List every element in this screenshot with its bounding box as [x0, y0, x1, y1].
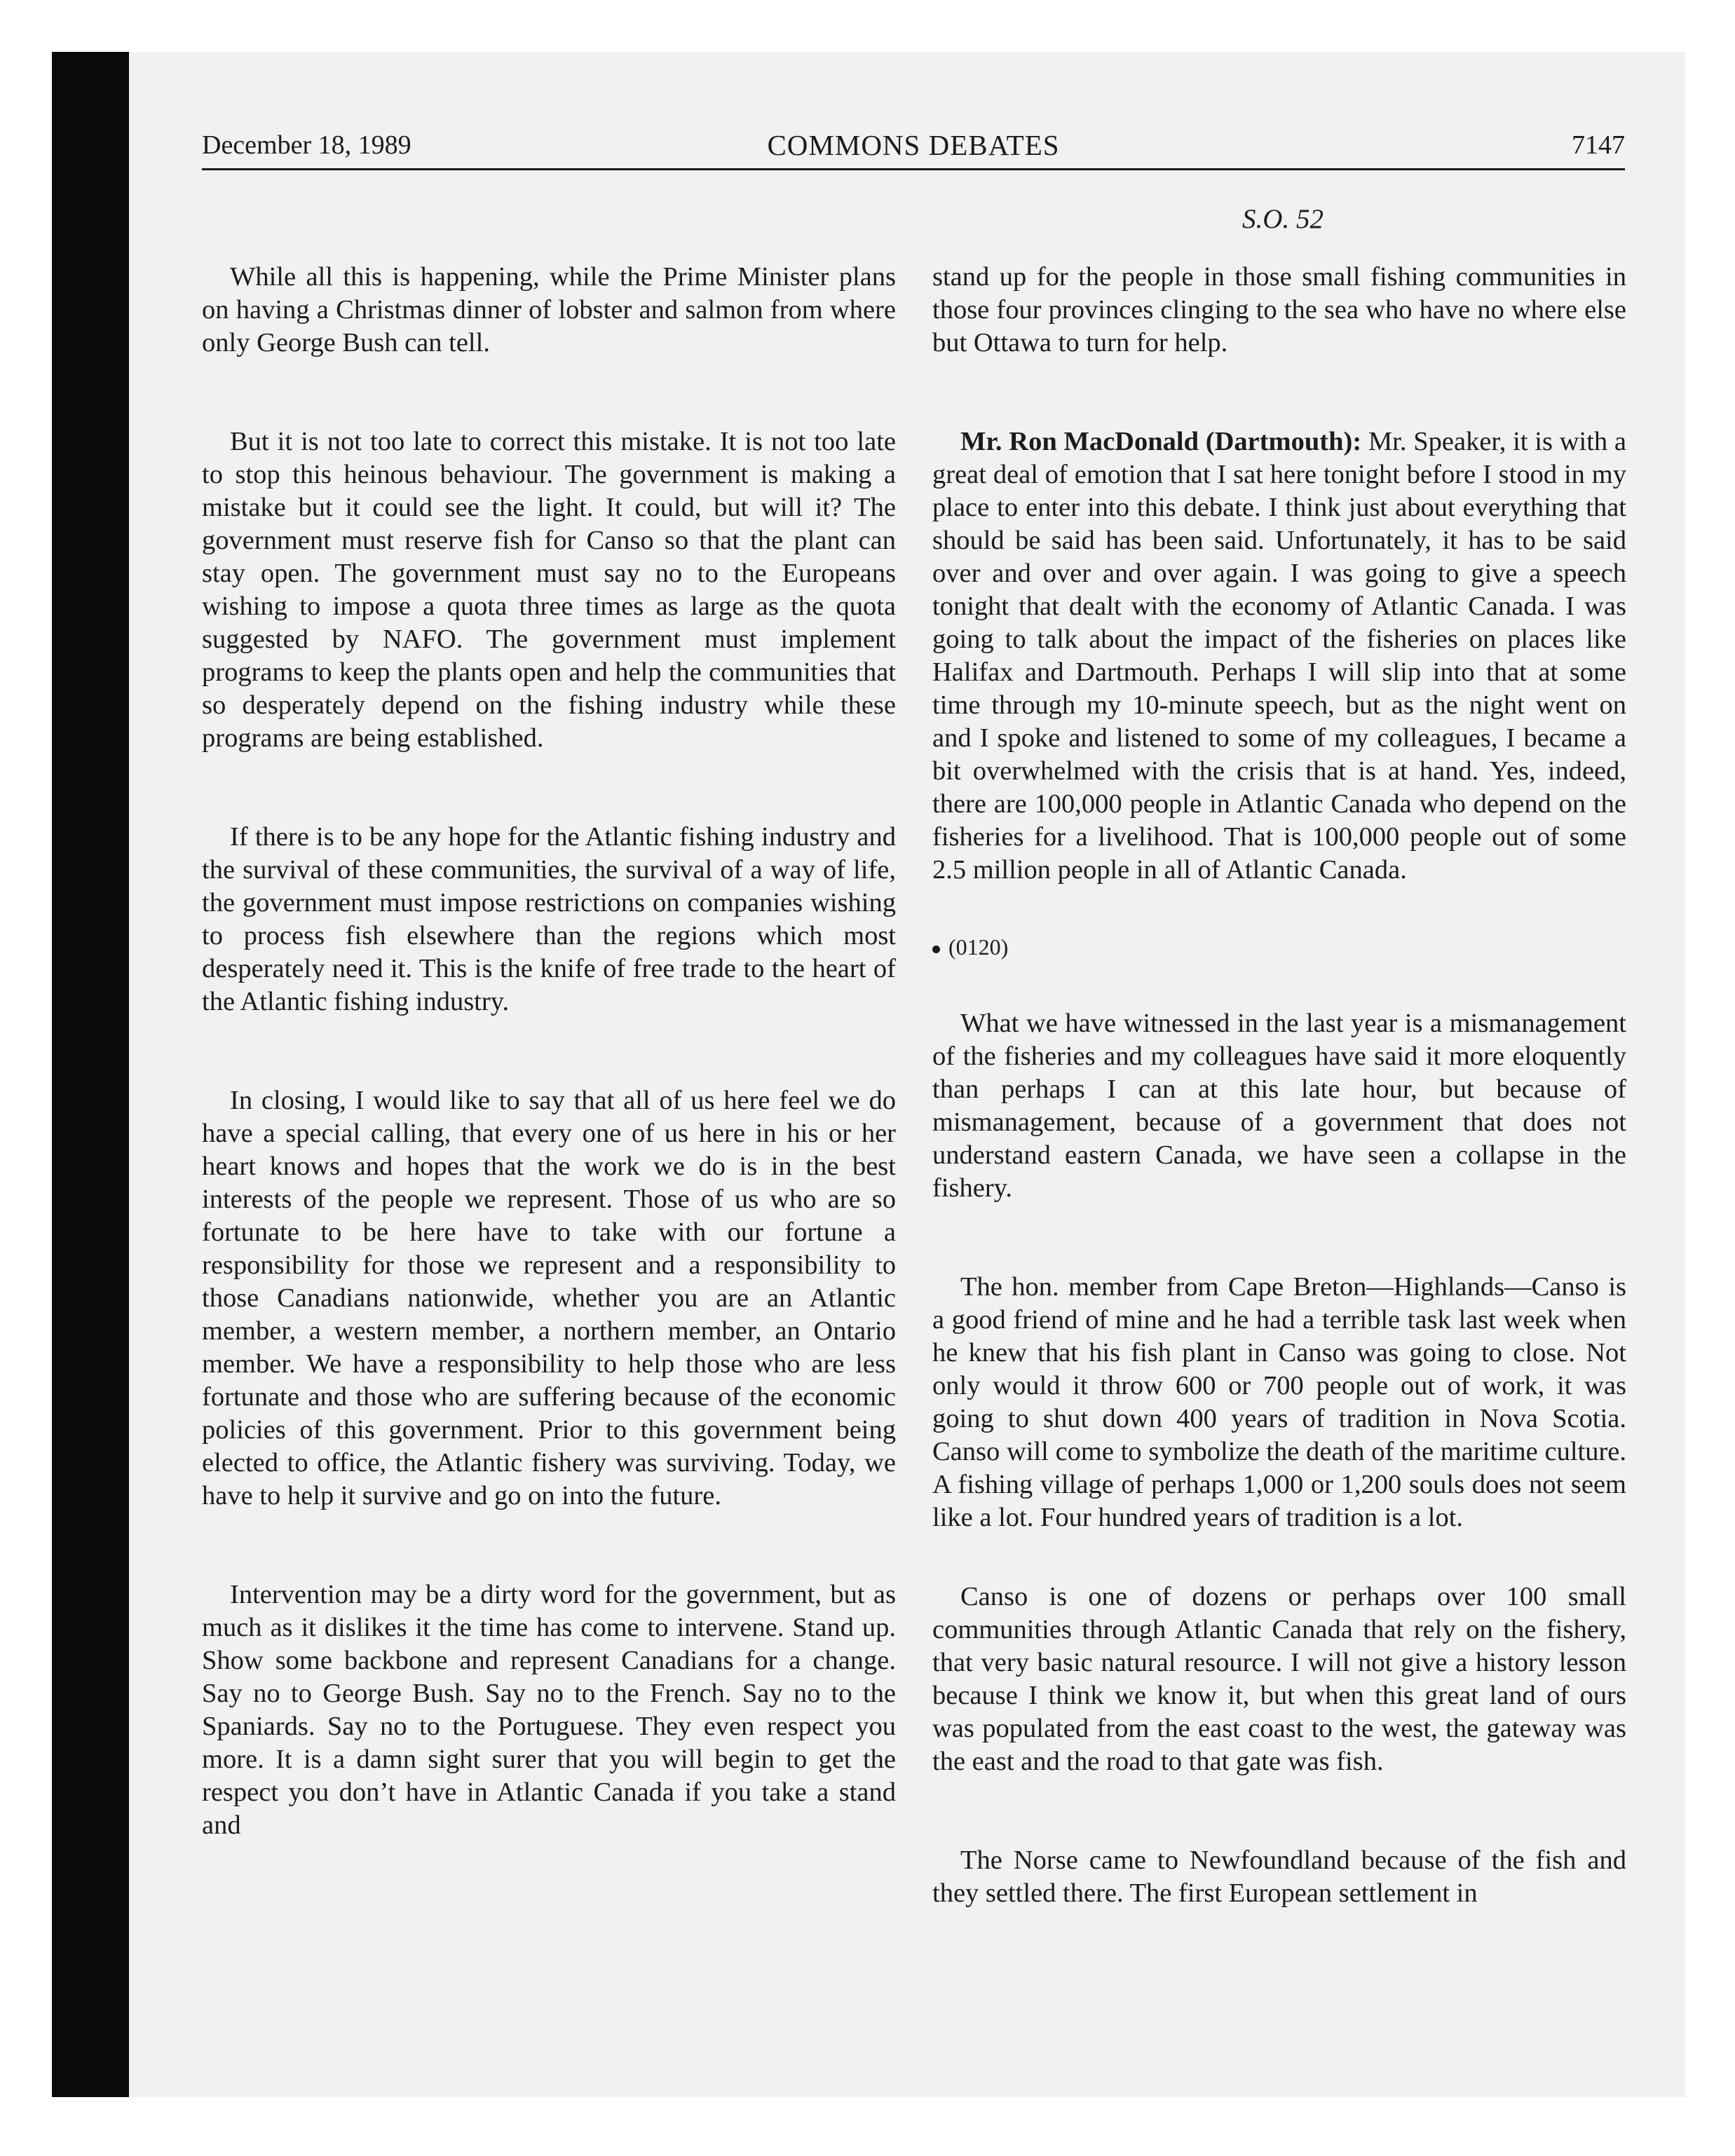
header-publication: COMMONS DEBATES — [767, 129, 1060, 161]
paragraph: But it is not too late to correct this mistake. It is not too late to stop this heinous behaviour. The government is making a mistake but it could see the light. It could, but will it? The government must reserve fish for Canso so that the plant can stay open. The government must say no to the Europeans wishing to impose a quota three times as large as the quota suggested by NAFO. The government must implement programs to keep the plants open and help the communities that so desperately depend on the fishing industry while these programs are being established. — [202, 427, 896, 753]
paragraph: What we have witnessed in the last year is a mismanagement of the fisheries and my colleagues have said it more eloquently than perhaps I can at this late hour, but because of mismanagement, because of a government that does not understand eastern Canada, we have seen a collapse in the fishery. — [932, 1009, 1626, 1203]
header-date: December 18, 1989 — [202, 130, 411, 160]
time-marker — [932, 933, 1626, 961]
paragraph: Canso is one of dozens or perhaps over 100 small communities through Atlantic Canada that rely on the fishery, that very basic natural resource. I will not give a history lesson because I think we know it, but when this great land of ours was populated from the east coast to the west, the gateway was the east and the road to that gate was fish. — [932, 1582, 1626, 1776]
page-header — [202, 123, 1625, 170]
speaker-name: Mr. Ron MacDonald (Dartmouth): — [960, 427, 1362, 456]
right-column — [932, 261, 1626, 1976]
bullet-icon — [932, 946, 940, 953]
paragraph: If there is to be any hope for the Atlantic fishing industry and the survival of these communities, the survival of a way of life, the government must impose restrictions on companies wishing to process fish elsewhere than the regions which most desperately need it. This is the knife of free trade to the heart of the Atlantic fishing industry. — [202, 822, 896, 1016]
paragraph: The hon. member from Cape Breton—Highlands—Canso is a good friend of mine and he had a terrible task last week when he knew that his fish plant in Canso was going to close. Not only would it throw 600 or 700 people out of work, it was going to shut down 400 years of tradition in Nova Scotia. Canso will come to symbolize the death of the maritime culture. A fishing village of perhaps 1,000 or 1,200 souls does not seem like a lot. Four hundred years of tradition is a lot. — [932, 1272, 1626, 1532]
paragraph: Intervention may be a dirty word for the government, but as much as it dislikes it the time has come to intervene. Stand up. Show some backbone and represent Canadians for a change. Say no to George Bush. Say no to the French. Say no to the Spaniards. Say no to the Portuguese. They even respect you more. It is a damn sight surer that you will begin to get the respect you don’t have in Atlantic Canada if you take a stand and — [202, 1580, 896, 1840]
paragraph: While all this is happening, while the Prime Minister plans on having a Christmas dinner of lobster and salmon from where only George Bush can tell. — [202, 262, 896, 357]
standing-order-heading: S.O. 52 — [1242, 204, 1324, 234]
header-page-number: 7147 — [1572, 130, 1625, 160]
paragraph: The Norse came to Newfoundland because of the fish and they settled there. The first European settlement in — [932, 1845, 1626, 1908]
paragraph: stand up for the people in those small fishing communities in those four provinces clinging to the sea who have no where else but Ottawa to turn for help. — [932, 262, 1626, 357]
speech-text: Mr. Speaker, it is with a great deal of emotion that I sat here tonight before I stood in my place to enter into this debate. I think just about everything that should be said has been said. Unfortunately, it has to be said over and over and over again. I was going to give a speech tonight that dealt with the economy of Atlantic Canada. I was going to talk about the impact of the fisheries on places like Halifax and Dartmouth. Perhaps I will slip into that at some time through my 10-minute speech, but as the night went on and I spoke and listened to some of my colleagues, I became a bit overwhelmed with the crisis that is at hand. Yes, indeed, there are 100,000 people in Atlantic Canada who depend on the fisheries for a livelihood. That is 100,000 people out of some 2.5 million people in all of Atlantic Canada. — [932, 427, 1626, 885]
paragraph: In closing, I would like to say that all of us here feel we do have a special calling, that every one of us here in his or her heart knows and hopes that the work we do is in the best interests of the people we represent. Those of us who are so fortunate to be here have to take with our fortune a responsibility for those we represent and a responsibility to those Canadians nationwide, whether you are an Atlantic member, a western member, a northern member, an Ontario member. We have a responsibility to help those who are less fortunate and those who are suffering because of the economic policies of this government. Prior to this government being elected to office, the Atlantic fishery was surviving. Today, we have to help it survive and go on into the future. — [202, 1086, 896, 1510]
speech-paragraph — [932, 425, 1626, 887]
binding-edge — [52, 52, 129, 2097]
time-marker-text: (0120) — [948, 934, 1009, 960]
left-column — [202, 261, 896, 1908]
